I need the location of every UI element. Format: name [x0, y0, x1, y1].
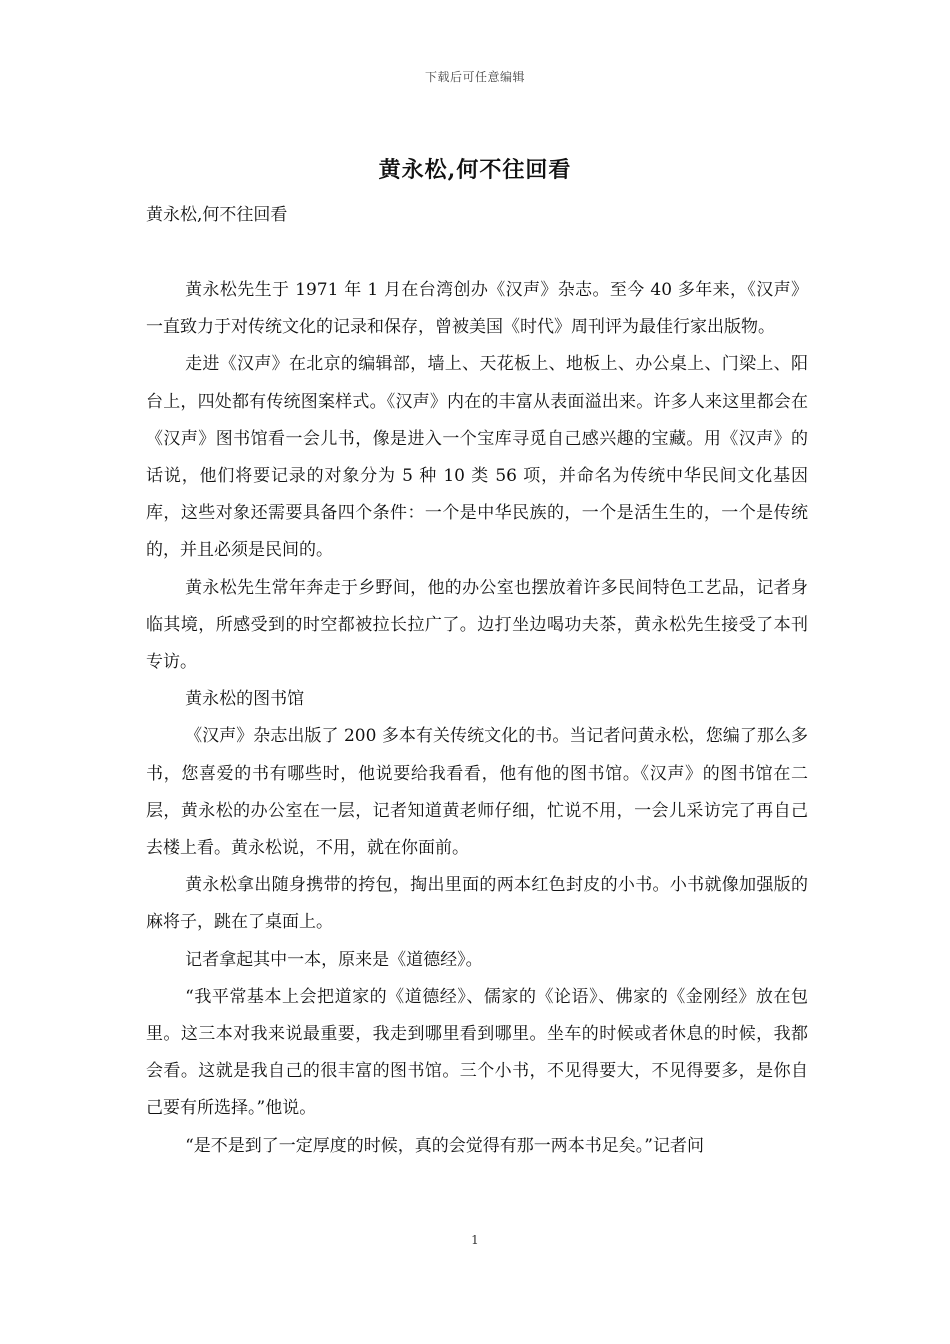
paragraph: 黄永松拿出随身携带的挎包，掏出里面的两本红色封皮的小书。小书就像加强版的麻将子，跳在了桌面上。 [146, 875, 808, 933]
section-heading: 黄永松的图书馆 [185, 689, 305, 710]
paragraph: “我平常基本上会把道家的《道德经》、儒家的《论语》、佛家的《金刚经》放在包里。这三本对我来说最重要，我走到哪里看到哪里。坐车的时候或者休息的时候，我都会看。这就是我自己的很丰富的图书馆。三个小书，不见得要大，不见得要多，是你自己要有所选择。”他说。 [146, 986, 808, 1119]
article-body [146, 272, 808, 1165]
paragraph: 《汉声》杂志出版了 200 多本有关传统文化的书。当记者问黄永松，您编了那么多书，您喜爱的书有哪些时，他说要给我看看，他有他的图书馆。《汉声》的图书馆在二层，黄永松的办公室在一层，记者知道黄老师仔细，忙说不用，一会儿采访完了再自己去楼上看。黄永松说，不用，就在你面前。 [146, 726, 808, 859]
paragraph: 黄永松先生于 1971 年 1 月在台湾创办《汉声》杂志。至今 40 多年来，《汉声》一直致力于对传统文化的记录和保存，曾被美国《时代》周刊评为最佳行家出版物。 [146, 280, 808, 338]
paragraph: “是不是到了一定厚度的时候，真的会觉得有那一两本书足矣。”记者问 [185, 1135, 704, 1156]
paragraph: 黄永松先生常年奔走于乡野间，他的办公室也摆放着许多民间特色工艺品，记者身临其境，所感受到的时空都被拉长拉广了。边打坐边喝功夫茶，黄永松先生接受了本刊专访。 [146, 577, 808, 673]
document-title: 黄永松,何不往回看 [378, 157, 572, 183]
document-subtitle: 黄永松,何不往回看 [146, 205, 288, 225]
header-note: 下载后可任意编辑 [424, 70, 525, 84]
paragraph: 记者拿起其中一本，原来是《道德经》。 [185, 949, 483, 970]
paragraph: 走进《汉声》在北京的编辑部，墙上、天花板上、地板上、办公桌上、门梁上、阳台上，四处都有传统图案样式。《汉声》内在的丰富从表面溢出来。许多人来这里都会在《汉声》图书馆看一会儿书，像是进入一个宝库寻觅自己感兴趣的宝藏。用《汉声》的话说，他们将要记录的对象分为 5 种 10 类 56 项，并命名为传统中华民间文化基因库，这些对象还需要具备四个条件：一个是中华民族的，一个是活生生的，一个是传统的，并且必须是民间的。 [146, 354, 808, 561]
page-number: 1 [471, 1233, 479, 1247]
